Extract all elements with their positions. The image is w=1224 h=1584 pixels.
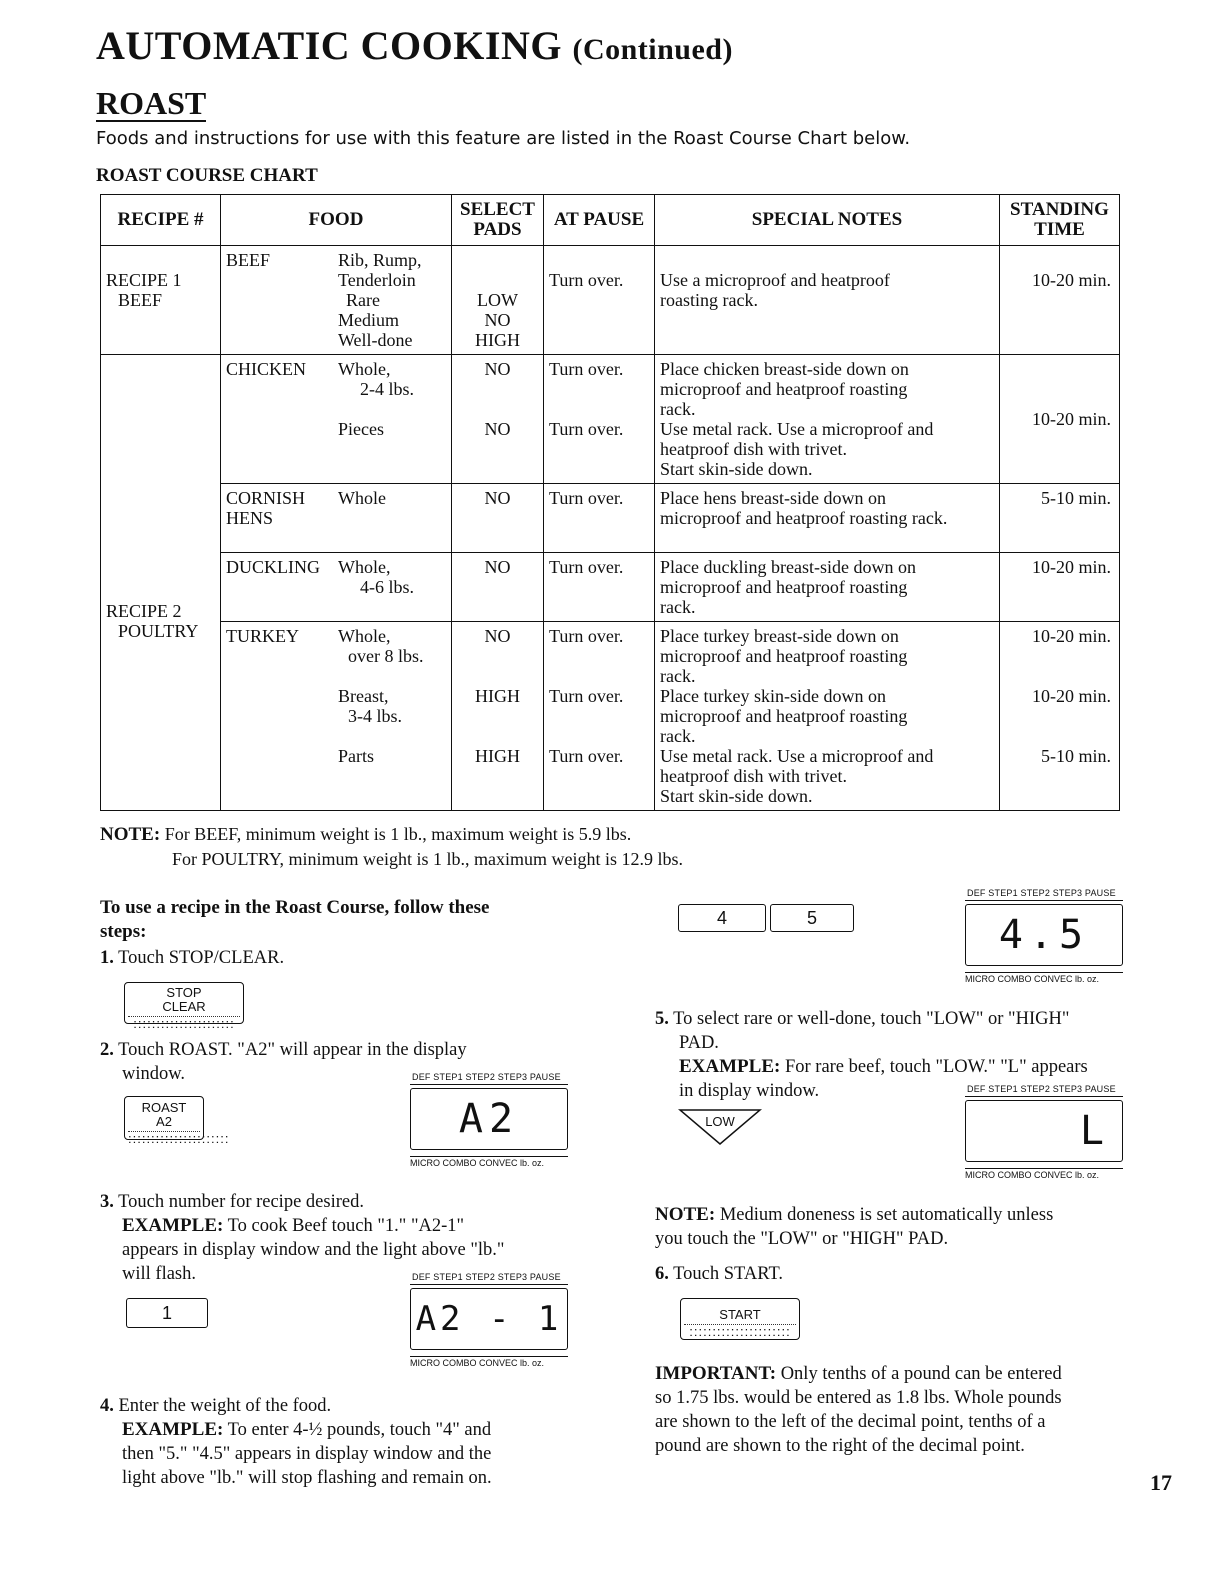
page-title: [96, 22, 733, 69]
standing-cell-turkey: 10-20 min. 10-20 min. 5-10 min.: [1000, 622, 1120, 811]
number-pad-1[interactable]: 1: [126, 1298, 208, 1328]
header-select-pads: SELECT PADS: [452, 195, 544, 246]
header-recipe: RECIPE #: [101, 195, 221, 246]
header-food: FOOD: [221, 195, 452, 246]
food-cell-chicken: CHICKEN Whole, 2-4 lbs. Pieces: [221, 355, 452, 484]
title-suffix: (Continued): [572, 33, 733, 66]
page-number: 17: [1150, 1470, 1172, 1495]
food-cell-cornish: CORNISH HENS Whole: [221, 484, 452, 553]
notes-cell-duckling: Place duckling breast-side down on microproof and heatproof roasting rack.: [655, 553, 1000, 622]
food-cell-turkey: TURKEY Whole, over 8 lbs. Breast, 3-4 lbs. Parts: [221, 622, 452, 811]
stop-clear-pad[interactable]: STOP CLEAR ::::::::::::::::::::::: [124, 982, 244, 1024]
table-row-chicken: [101, 355, 1120, 484]
pads-cell-cornish: NO: [452, 484, 544, 553]
low-pad-label: LOW: [705, 1114, 735, 1129]
pause-cell-beef: Turn over.: [544, 246, 655, 355]
standing-cell-duckling: 10-20 min.: [1000, 553, 1120, 622]
medium-note: NOTE: Medium doneness is set automatically unless you touch the "LOW" or "HIGH" PAD.: [655, 1204, 1054, 1249]
pause-cell-duckling: Turn over.: [544, 553, 655, 622]
header-at-pause: AT PAUSE: [544, 195, 655, 246]
standing-cell-chicken: 10-20 min.: [1000, 355, 1120, 484]
pads-cell-duckling: NO: [452, 553, 544, 622]
step-1: 1. Touch STOP/CLEAR.: [100, 948, 285, 968]
step-2: 2. Touch ROAST. "A2" will appear in the display window.: [100, 1040, 467, 1084]
important-note: IMPORTANT: Only tenths of a pound can be entered so 1.75 lbs. would be entered as 1.8 lbs. Whole pounds are shown to the left of the decimal point, tenths of a pound are shown to the right of the decimal point.: [655, 1363, 1062, 1456]
note-label: NOTE:: [100, 824, 161, 845]
notes-cell-cornish: Place hens breast-side down on microproof and heatproof roasting rack.: [655, 484, 1000, 553]
table-row-duckling: [101, 553, 1120, 622]
pause-cell-turkey: Turn over. Turn over. Turn over.: [544, 622, 655, 811]
display-a2: DEF STEP1 STEP2 STEP3 PAUSE A2 MICRO COMBO CONVEC lb. oz.: [410, 1072, 568, 1166]
roast-course-chart: [100, 194, 1120, 811]
chart-title: ROAST COURSE CHART: [96, 165, 318, 186]
section-title: ROAST: [96, 85, 207, 121]
note-line-2: For POULTRY, minimum weight is 1 lb., maximum weight is 12.9 lbs.: [172, 849, 684, 869]
pads-cell-chicken: NO NO: [452, 355, 544, 484]
pads-cell-turkey: NO HIGH HIGH: [452, 622, 544, 811]
food-cell-duckling: DUCKLING Whole, 4-6 lbs.: [221, 553, 452, 622]
steps-heading: To use a recipe in the Roast Course, follow these steps:: [100, 897, 490, 942]
notes-cell-beef: Use a microproof and heatproof roasting rack.: [655, 246, 1000, 355]
notes-cell-turkey: Place turkey breast-side down on microproof and heatproof roasting rack. Place turkey skin-side down on microproof and heatproof roasting rack. Use metal rack. Use a microproof and heatproof dish with trivet. Start skin-side down.: [655, 622, 1000, 811]
table-row-beef: [101, 246, 1120, 355]
step-5: 5. To select rare or well-done, touch "LOW" or "HIGH" PAD. EXAMPLE: For rare beef, touch "LOW." "L" appears in display window.: [655, 1009, 1088, 1101]
step-4: 4. Enter the weight of the food. EXAMPLE: To enter 4-½ pounds, touch "4" and then "5." "4.5" appears in display window and the light above "lb." will stop flashing and remain on.: [100, 1396, 492, 1488]
food-cell-beef: BEEF Rib, Rump, Tenderloin Rare Medium Well-done: [221, 246, 452, 355]
display-a2-1: DEF STEP1 STEP2 STEP3 PAUSE A2 - 1 MICRO COMBO CONVEC lb. oz.: [410, 1272, 568, 1366]
pause-cell-cornish: Turn over.: [544, 484, 655, 553]
note-line-1: For BEEF, minimum weight is 1 lb., maximum weight is 5.9 lbs.: [164, 824, 632, 844]
standing-cell-cornish: 5-10 min.: [1000, 484, 1120, 553]
header-special-notes: SPECIAL NOTES: [655, 195, 1000, 246]
weight-note: [100, 822, 683, 871]
display-4-5: DEF STEP1 STEP2 STEP3 PAUSE 4.5 MICRO COMBO CONVEC lb. oz.: [965, 888, 1123, 982]
notes-cell-chicken: Place chicken breast-side down on microproof and heatproof roasting rack. Use metal rack. Use a microproof and heatproof dish with trivet. Start skin-side down.: [655, 355, 1000, 484]
table-row-cornish-hens: [101, 484, 1120, 553]
roast-pad[interactable]: ROAST A2 ::::::::::::::::::::::: [124, 1096, 204, 1140]
number-pad-5[interactable]: 5: [770, 904, 854, 932]
low-pad[interactable]: [678, 1108, 762, 1148]
table-header-row: [101, 195, 1120, 246]
step-6: 6. Touch START.: [655, 1264, 784, 1284]
display-l: DEF STEP1 STEP2 STEP3 PAUSE L MICRO COMBO CONVEC lb. oz.: [965, 1084, 1123, 1178]
start-pad[interactable]: START ::::::::::::::::::::::: [680, 1298, 800, 1340]
recipe-cell-poultry: RECIPE 2 POULTRY: [101, 355, 221, 811]
pads-cell-beef: LOW NO HIGH: [452, 246, 544, 355]
intro-text: Foods and instructions for use with this feature are listed in the Roast Course Chart below.: [96, 128, 911, 149]
step-3: 3. Touch number for recipe desired. EXAMPLE: To cook Beef touch "1." "A2-1" appears in display window and the light above "lb." will flash.: [100, 1192, 505, 1284]
title-main: AUTOMATIC COOKING: [96, 23, 562, 68]
standing-cell-beef: 10-20 min.: [1000, 246, 1120, 355]
pause-cell-chicken: Turn over. Turn over.: [544, 355, 655, 484]
header-standing-time: STANDING TIME: [1000, 195, 1120, 246]
table-row-turkey: [101, 622, 1120, 811]
recipe-cell-beef: RECIPE 1 BEEF: [101, 246, 221, 355]
number-pad-4[interactable]: 4: [678, 904, 766, 932]
